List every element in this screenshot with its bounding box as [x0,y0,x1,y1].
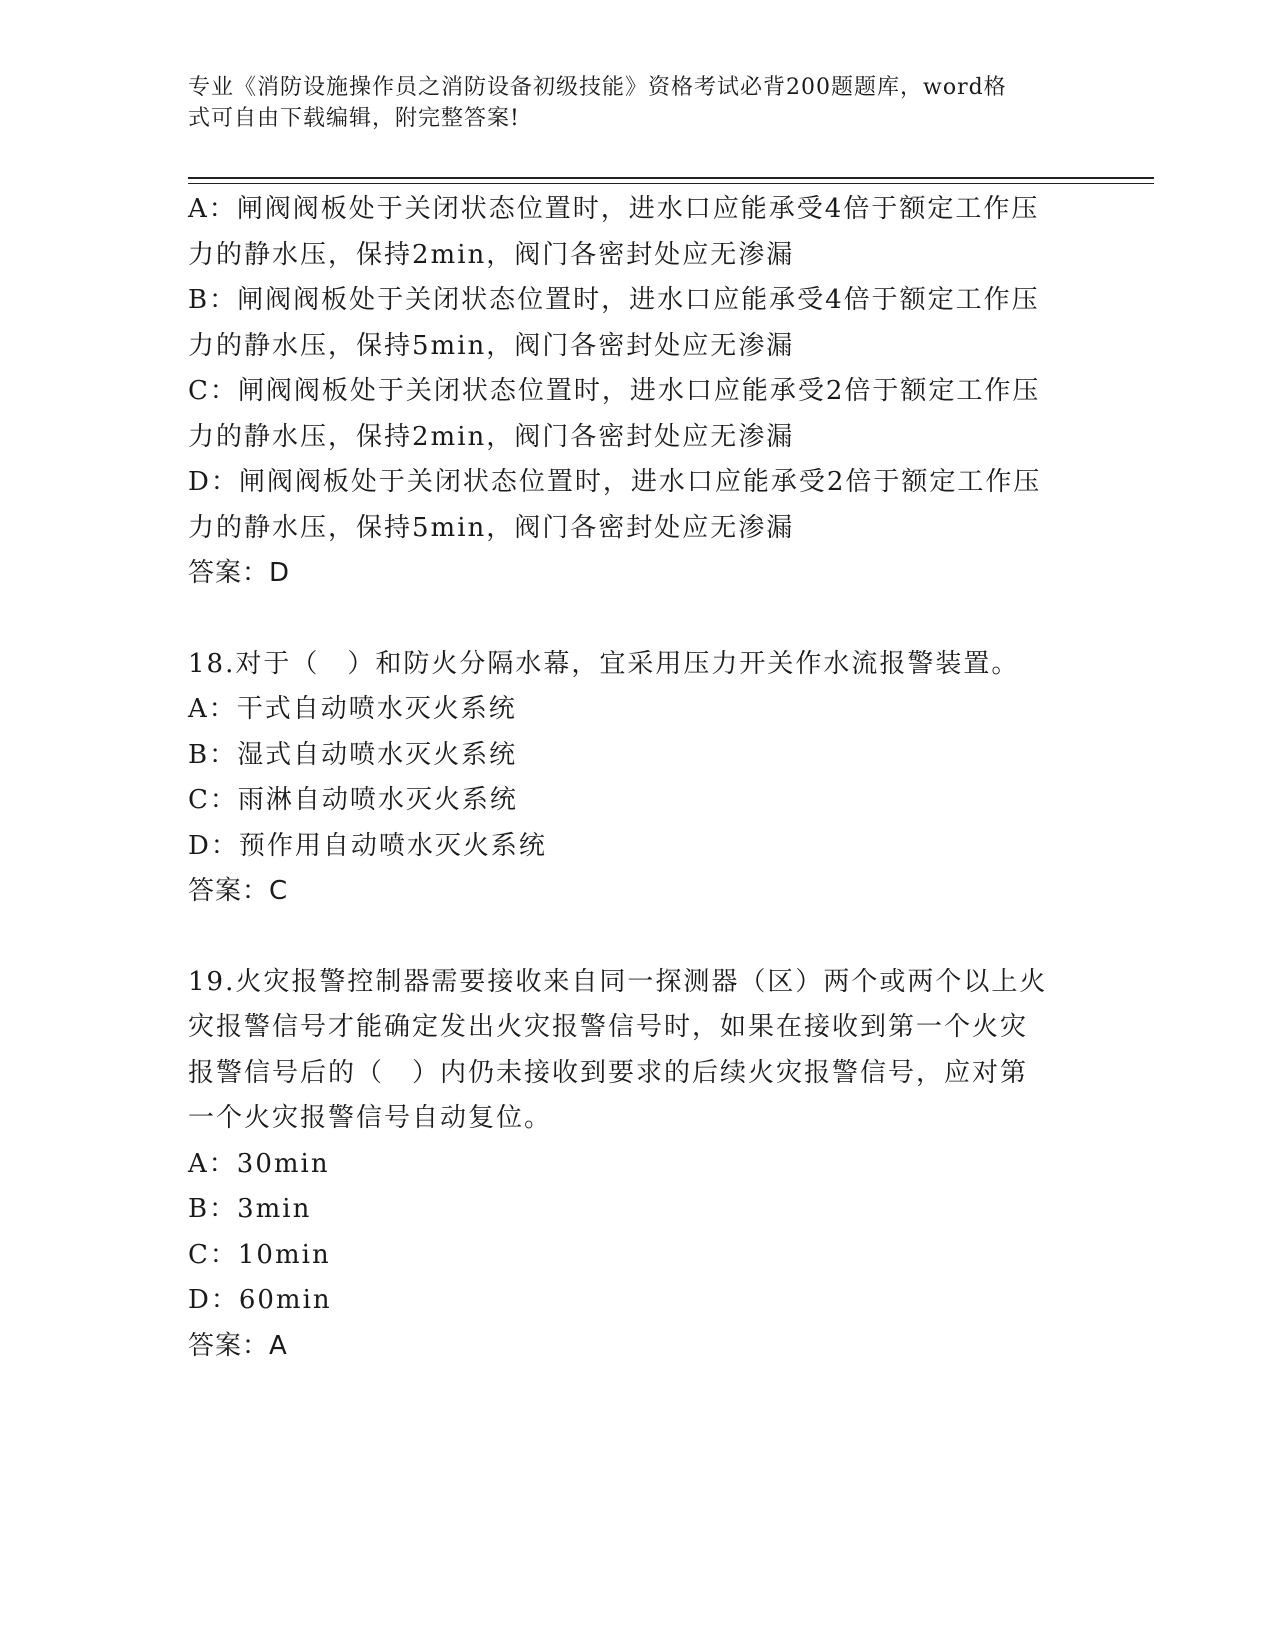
document-body [188,187,1088,1369]
header-divider-thick [188,177,1154,179]
question-19-block [188,960,1088,1370]
q18-option-d: D：预作用自动喷水灭火系统 [188,830,547,861]
q19-question-line-4: 一个火灾报警信号自动复位。 [188,1103,553,1133]
q19-option-c: C：10min [188,1239,331,1270]
document-header [188,72,1068,134]
q17-option-c-line-1: C：闸阀阀板处于关闭状态位置时，进水口应能承受2倍于额定工作压 [188,376,1041,406]
q17-option-b-line-2: 力的静水压，保持5min，阀门各密封处应无渗漏 [188,330,795,361]
q18-answer: 答案：C [188,876,289,906]
q17-option-d-line-2: 力的静水压，保持5min，阀门各密封处应无渗漏 [188,512,795,543]
q19-answer: 答案：A [188,1330,288,1361]
spacer [188,597,1088,642]
q17-answer: 答案：D [188,558,291,588]
question-17-block [188,187,1088,597]
q19-option-d: D：60min [188,1285,332,1315]
q18-option-b: B：湿式自动喷水灭火系统 [188,739,518,770]
q17-option-d-line-1: D：闸阀阀板处于关闭状态位置时，进水口应能承受2倍于额定工作压 [188,467,1042,497]
q19-question-line-2: 灾报警信号才能确定发出火灾报警信号时，如果在接收到第一个火灾 [188,1012,1029,1042]
q19-question-line-3: 报警信号后的（ ）内仍未接收到要求的后续火灾报警信号，应对第 [188,1057,1029,1088]
spacer [188,915,1088,960]
q18-question: 18.对于（ ）和防火分隔水幕，宜采用压力开关作水流报警装置。 [188,648,1020,679]
q17-option-b-line-1: B：闸阀阀板处于关闭状态位置时，进水口应能承受4倍于额定工作压 [188,285,1040,315]
header-divider-thin [188,183,1154,184]
q19-option-b: B：3min [188,1194,312,1224]
q19-question-line-1: 19.火灾报警控制器需要接收来自同一探测器（区）两个或两个以上火 [188,966,1048,997]
q17-option-a-line-2: 力的静水压，保持2min，阀门各密封处应无渗漏 [188,239,795,270]
q18-option-a: A：干式自动喷水灭火系统 [188,694,517,724]
q18-option-c: C：雨淋自动喷水灭火系统 [188,785,518,815]
question-18-block [188,642,1088,915]
header-title-line-1: 专业《消防设施操作员之消防设备初级技能》资格考试必背200题题库，word格 [188,75,1007,100]
header-title-line-2: 式可自由下载编辑，附完整答案! [188,106,520,131]
q19-option-a: A：30min [188,1148,330,1179]
q17-option-c-line-2: 力的静水压，保持2min，阀门各密封处应无渗漏 [188,421,795,452]
q17-option-a-line-1: A：闸阀阀板处于关闭状态位置时，进水口应能承受4倍于额定工作压 [188,194,1040,224]
